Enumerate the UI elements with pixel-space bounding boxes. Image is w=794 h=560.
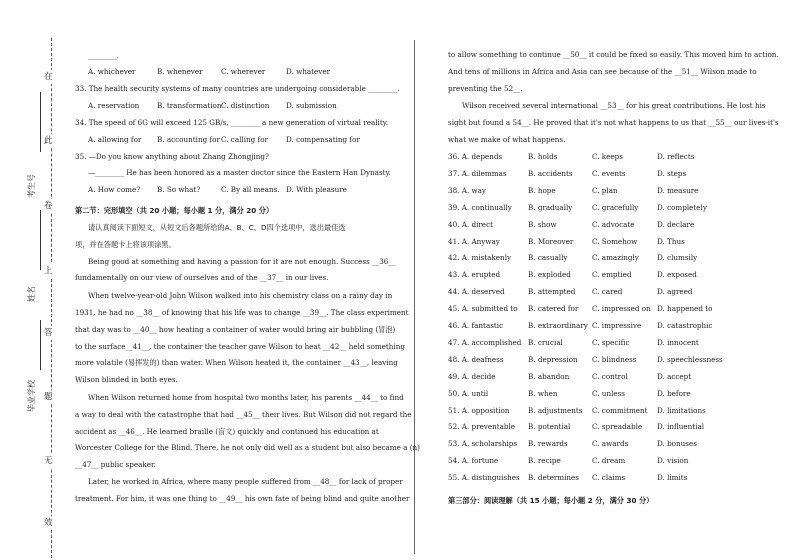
option: B. holds (528, 152, 558, 161)
option: B. catered for (528, 304, 579, 314)
option: B. casually (528, 253, 568, 263)
option: D. Thus (657, 236, 685, 246)
section-title: 第二节：完形填空（共 20 小题；每小题 1 分，满分 20 分） (75, 206, 274, 215)
label-name: 姓名 (27, 286, 36, 302)
passage-line: When Wilson returned home from hospital two months later, his parents __44__ to find (88, 393, 404, 402)
question-35-reply: —________ He has been honored as a master doctor since the Eastern Han Dynasty. (88, 168, 391, 177)
option: 49. A. decide (448, 371, 496, 381)
passage-line: more volatile (易挥发的) than water. When Wilson heated it, the container __43__, leaving (75, 358, 398, 367)
option: B. abandon (528, 371, 570, 381)
binding-char: 在 (44, 72, 53, 82)
option: B. exploded (528, 270, 571, 280)
option: B. whenever (157, 67, 203, 76)
option: D. innocent (657, 337, 699, 347)
option: B. show (528, 219, 557, 229)
option: D. submission (286, 101, 337, 110)
passage-line: Worcester College for the Blind. There, he not only did well as a student but also became a (n) (75, 443, 420, 452)
option: C. Somehow (592, 236, 638, 246)
question-34: 34. The speed of 6G will exceed 125 GB/s, ________ a new generation of virtual reality. (75, 118, 389, 127)
option: B. transformation (157, 101, 222, 110)
passage-line: Wilson received several international __53__ for his great contributions. He lost his (462, 101, 766, 110)
option: D. measure (657, 185, 699, 195)
option: D. completely (657, 202, 707, 212)
option: C. claims (592, 473, 626, 483)
question-33: 33. The health security systems of many countries are undergoing considerable ________. (75, 84, 400, 93)
binding-char: 此 (44, 136, 53, 146)
passage-line: treatment. For him, it was one thing to __49__ his own fate of being blind and quite another (75, 494, 410, 503)
option: A. whichever (88, 67, 136, 76)
option: 39. A. continually (448, 202, 512, 212)
option: 48. A. deafness (448, 354, 504, 364)
question-35: 35. —Do you know anything about Zhang Zhongjing? (75, 152, 269, 161)
option: 45. A. submitted to (448, 304, 518, 314)
option: 37. A. dilemmas (448, 168, 507, 178)
option: C. distinction (221, 101, 270, 110)
option: 42. A. mistakenly (448, 253, 512, 263)
passage-line: to the surface__41__, the container the teacher gave Wilson to heat __42__ held something (75, 342, 405, 351)
option: D. speechlessness (657, 354, 723, 364)
passage-line: fundamentally on our view of ourselves and of the __37__ in our lives. (75, 273, 329, 282)
option: 43. A. erupted (448, 270, 501, 280)
option: 52. A. preventable (448, 422, 516, 432)
label-school: 毕业学校 (27, 380, 36, 412)
option: C. calling for (221, 135, 268, 144)
option: C. events (592, 168, 626, 178)
option: A. allowing for (88, 135, 142, 144)
option: C. wherever (221, 67, 266, 76)
option: C. plan (592, 185, 618, 195)
option: D. influential (657, 422, 705, 432)
section-title: 第三部分：阅读理解（共 15 小题；每小题 2 分，满分 30 分） (448, 496, 654, 505)
option: D. steps (657, 168, 687, 178)
option: 50. A. until (448, 388, 489, 398)
option: C. impressed on (592, 304, 651, 314)
binding-margin (0, 0, 62, 560)
option: D. With pleasure (286, 185, 347, 194)
passage-line: Later, he worked in Africa, where many people suffered from __48__ for lack of proper (88, 477, 403, 486)
option: B. recipe (528, 456, 561, 466)
instructions: 请认真阅读下面短文，从短文后各题所给的A、B、C、D四个选项中，选出最佳选 (88, 223, 346, 232)
option: B. extraordinary (528, 321, 588, 330)
option: C. control (592, 371, 628, 381)
option: C. commitment (592, 405, 648, 415)
binding-char: 无 (44, 456, 53, 466)
field-line (40, 92, 41, 152)
field-line (40, 210, 41, 270)
option: B. hope (528, 185, 556, 195)
option: D. exposed (657, 270, 697, 280)
option: C. advocate (592, 219, 635, 229)
passage-line: And tens of millions in Africa and Asia can see because of the __51__ Wilson made to (448, 67, 757, 76)
binding-char: 效 (44, 518, 53, 528)
passage-line: that day was to __40__ how heating a container of water would bring air bubbling (冒泡) (75, 325, 396, 334)
option: 47. A. accomplished (448, 337, 522, 347)
option: D. declare (657, 219, 695, 229)
option: C. amazingly (592, 253, 639, 263)
option: 54. A. fortune (448, 456, 499, 466)
option: 55. A. distinguishes (448, 473, 520, 483)
option: D. vision (657, 456, 689, 466)
option: C. spreadable (592, 422, 643, 432)
option: B. So what? (157, 185, 201, 194)
option: C. awards (592, 439, 629, 449)
option: B. depression (528, 354, 578, 364)
passage-line: __47__ public speaker. (75, 460, 156, 469)
option: C. blindness (592, 354, 637, 364)
passage-line: sight but found a 54__. He proved that it's not what happens to us that __55__ our lives-it's (448, 118, 779, 127)
option: 36. A. depends (448, 152, 503, 161)
option: D. agreed (657, 287, 693, 297)
binding-char: 上 (44, 266, 53, 276)
option: A. reservation (88, 101, 140, 110)
option: C. dream (592, 456, 626, 466)
option: 41. A. Anyway (448, 236, 500, 246)
instructions: 项，并在答题卡上将该项涂黑。 (75, 240, 176, 249)
option: B. gradually (528, 202, 573, 212)
field-line (40, 320, 41, 370)
passage-line: Wilson blinded in both eyes. (75, 375, 178, 384)
option: D. whatever (286, 67, 331, 76)
option: C. emptied (592, 270, 632, 280)
passage-line: to allow something to continue __50__ it could be fixed so easily. This moved him to action. (448, 50, 779, 59)
column-divider (414, 40, 415, 554)
binding-char: 题 (44, 392, 53, 402)
option: C. gracefully (592, 202, 639, 212)
binding-char: 答 (44, 328, 53, 338)
option: D. happened to (657, 304, 713, 314)
option: 46. A. fantastic (448, 321, 504, 330)
option: D. limits (657, 473, 688, 483)
label-exam-number: 考生号 (27, 174, 36, 198)
option: 51. A. opposition (448, 405, 510, 415)
option: B. Moreover (528, 236, 574, 246)
passage-line: accident as __46__. He learned braille (盲文) quickly and continued his education at (75, 427, 379, 436)
option: B. rewards (528, 439, 568, 449)
option: C. By all means. (221, 185, 280, 194)
option: 44. A. deserved (448, 287, 505, 297)
option: C. keeps (592, 152, 623, 161)
option: B. accidents (528, 168, 573, 178)
passage-line: preventing the 52__. (448, 84, 523, 93)
option: 53. A. scholarships (448, 439, 518, 449)
option: B. when (528, 388, 558, 398)
passage-line: a way to deal with the catastrophe that had __45__ their lives. But Wilson did not regard the (75, 410, 412, 419)
option: C. specific (592, 337, 630, 347)
option: D. catastrophic (657, 321, 713, 330)
cut-line (51, 38, 52, 558)
option: D. limitations (657, 405, 706, 415)
option: D. before (657, 388, 691, 398)
q32-blank: ________. (88, 51, 120, 60)
option: 38. A. way (448, 185, 486, 195)
option: D. compensating for (286, 135, 360, 144)
passage-line: what we make of what happens. (448, 135, 566, 144)
passage-line: Being good at something and having a passion for it are not enough. Success __36__ (88, 257, 396, 266)
option: D. accept (657, 371, 692, 381)
option: B. accounting for (157, 135, 220, 144)
option: A. How come? (88, 185, 141, 194)
option: B. determines (528, 473, 579, 483)
option: D. bonuses (657, 439, 697, 449)
option: D. clumsily (657, 253, 698, 263)
option: C. impressive (592, 321, 642, 330)
option: B. adjustments (528, 405, 583, 415)
option: C. unless (592, 388, 625, 398)
option: B. attempted (528, 287, 576, 297)
binding-char: 卷 (44, 201, 53, 211)
passage-line: When twelve-year-old John Wilson walked into his chemistry class on a rainy day in (88, 291, 393, 300)
option: B. potential (528, 422, 571, 432)
option: C. cared (592, 287, 623, 297)
passage-line: 1931, he had no __38__ of knowing that his life was to change __39__. The class experiment (75, 308, 409, 317)
option: D. reflects (657, 152, 695, 161)
option: B. crucial (528, 337, 563, 347)
option: 40. A. direct (448, 219, 493, 229)
